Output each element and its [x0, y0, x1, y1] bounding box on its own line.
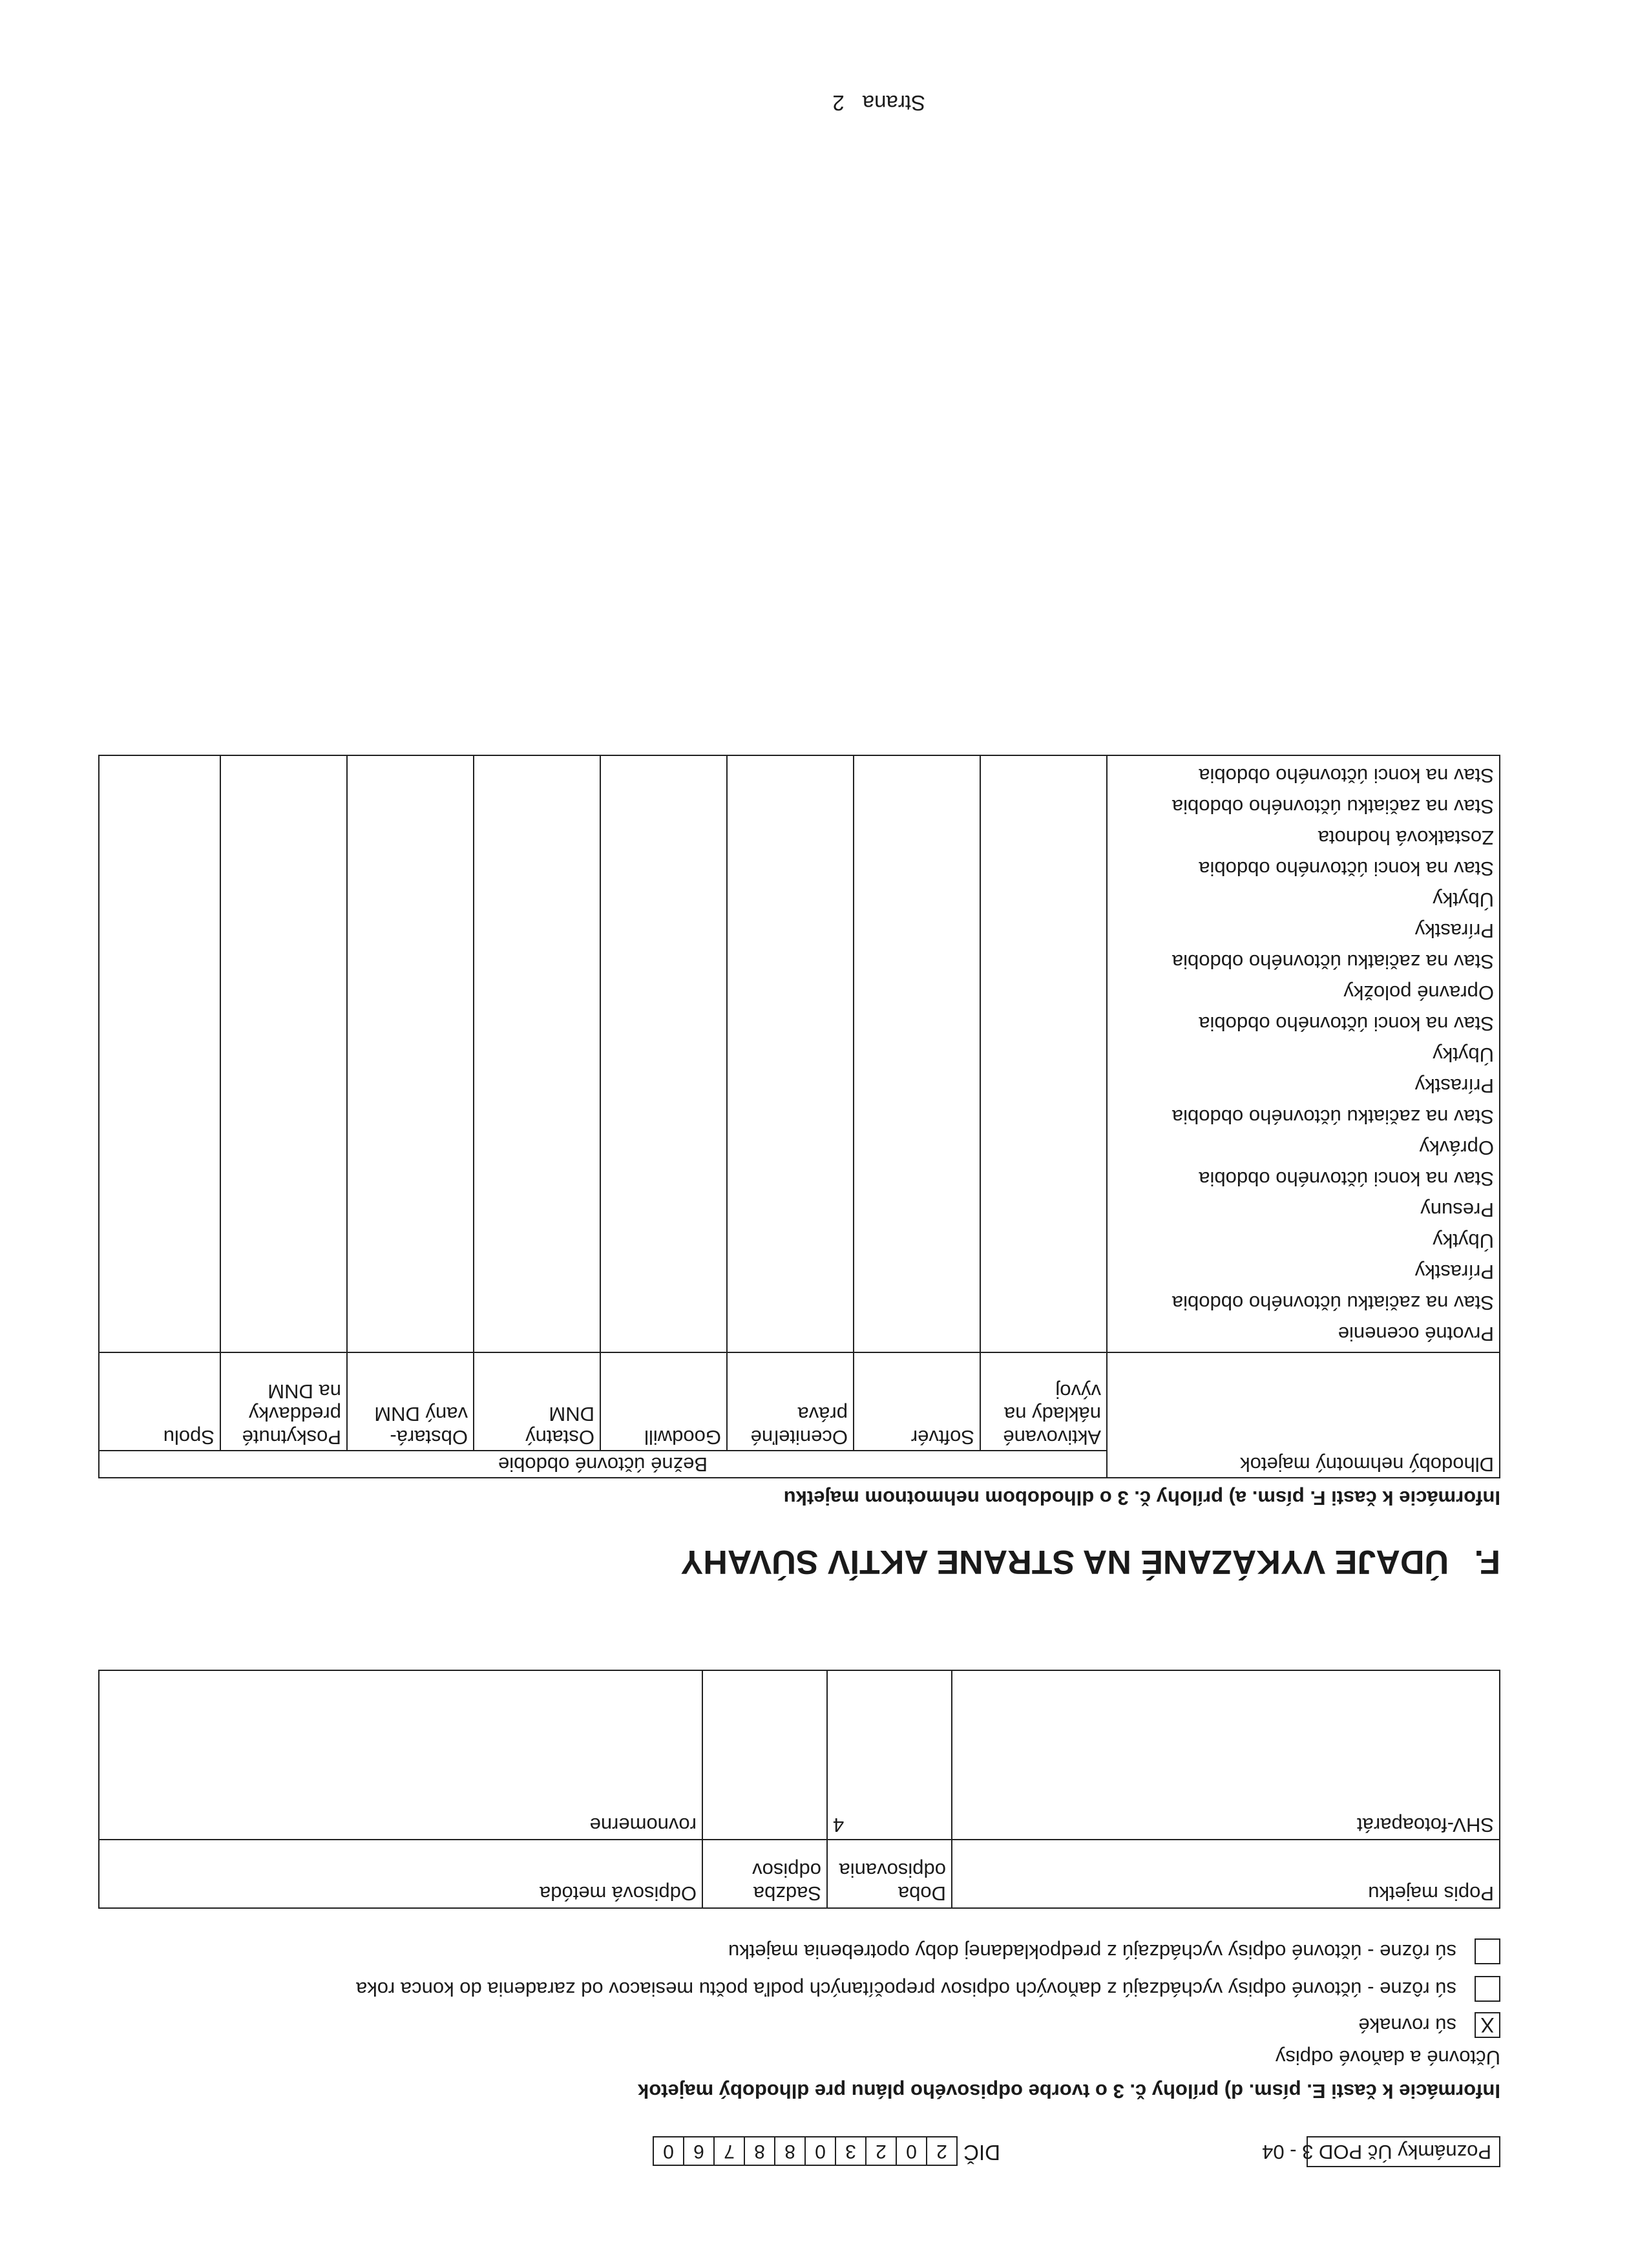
dic-digit: 8 — [744, 2137, 774, 2165]
row-label: Stav na konci účtovného obdobia — [1199, 1013, 1494, 1035]
row-label: Stav na začiatku účtovného obdobia — [1171, 950, 1494, 973]
page-number-value: 2 — [832, 91, 845, 115]
row-label: Úbytky — [1433, 1230, 1494, 1252]
label-header: Dlhodobý nehmotný majetok — [1107, 1352, 1500, 1478]
value-column-cell — [727, 755, 854, 1352]
option-label: sú rôzne - účtovné odpisy vychádzajú z predpokladanej doby opotrebenia majetku — [728, 1940, 1456, 1963]
option-checkbox[interactable]: X — [1475, 2012, 1500, 2038]
column-header: Popis majetku — [952, 1840, 1500, 1908]
column-header: Obstará-vaný DNM — [347, 1352, 474, 1451]
option-checkbox[interactable] — [1475, 1938, 1500, 1964]
page-label: Strana — [862, 91, 925, 115]
value-column-cell — [980, 755, 1107, 1352]
column-header: Doba odpisovania — [827, 1840, 952, 1908]
dic-digit: 0 — [896, 2137, 926, 2165]
option-row — [356, 1976, 1500, 2002]
dic-digit: 2 — [926, 2137, 956, 2165]
rate-cell — [702, 1670, 827, 1840]
row-label: Úbytky — [1433, 1044, 1494, 1066]
option-label: sú rôzne - účtovné odpisy vychádzajú z daňových odpisov prepočítaných podľa počtu mesiacov od zaradenia do konca roka — [355, 1977, 1456, 2000]
row-label: Oprávky — [1419, 1137, 1494, 1159]
option-row — [1358, 2012, 1500, 2038]
option-row — [728, 1938, 1500, 1964]
row-label: Prírastky — [1414, 919, 1494, 942]
column-header: Aktivované náklady na vývoj — [980, 1352, 1107, 1451]
row-label: Presuny — [1420, 1199, 1494, 1221]
dic-digit: 3 — [835, 2137, 865, 2165]
table-header-row — [99, 1451, 1500, 1478]
column-header: Poskytnuté preddavky na DNM — [220, 1352, 347, 1451]
table-header-row — [99, 1840, 1500, 1908]
method-cell: rovnomerne — [99, 1670, 702, 1840]
row-label: Stav na konci účtovného obdobia — [1199, 764, 1494, 787]
intangible-assets-table — [98, 755, 1500, 1478]
row-label: Úbytky — [1433, 888, 1494, 911]
section-f-info: Informácie k časti F. písm. a) prílohy č. 3 o dlhodobom nehmotnom majetku — [783, 1487, 1500, 1509]
form-id-box — [1262, 2136, 1500, 2167]
value-column-cell — [347, 755, 474, 1352]
column-header: Sadzba odpisov — [702, 1840, 827, 1908]
row-label: Prvotné ocenenie — [1338, 1323, 1494, 1345]
table-row — [99, 1670, 1500, 1840]
column-header: Odpisová metóda — [99, 1840, 702, 1908]
row-label: Stav na konci účtovného obdobia — [1199, 1168, 1494, 1190]
period-header: Bežné účtovné obdobie — [99, 1451, 1107, 1478]
row-label: Prírastky — [1414, 1261, 1494, 1283]
row-labels — [1107, 755, 1500, 1352]
dic-digit: 6 — [683, 2137, 713, 2165]
period-cell: 4 — [827, 1670, 952, 1840]
dic-digit: 8 — [774, 2137, 804, 2165]
row-label: Stav na začiatku účtovného obdobia — [1171, 1106, 1494, 1128]
value-column-cell — [600, 755, 727, 1352]
section-e-heading: Informácie k časti E. písm. d) prílohy č. 3 o tvorbe odpisového plánu pre dlhodobý majetok — [638, 2080, 1500, 2103]
row-label: Opravné položky — [1343, 982, 1494, 1004]
section-f-letter: F. — [1474, 1543, 1500, 1580]
value-column-cell — [99, 755, 220, 1352]
column-header: Goodwill — [600, 1352, 727, 1451]
page-number — [832, 90, 925, 115]
value-column-cell — [854, 755, 980, 1352]
dic-digit-boxes — [653, 2136, 958, 2166]
value-column-cell — [220, 755, 347, 1352]
asset-description-cell: SHV-fotoaparát — [952, 1670, 1500, 1840]
row-label: Zostatková hodnota — [1318, 826, 1494, 849]
column-header: Softvér — [854, 1352, 980, 1451]
dic-digit: 2 — [865, 2137, 896, 2165]
option-label: sú rovnaké — [1358, 2013, 1456, 2037]
column-header: Spolu — [99, 1352, 220, 1451]
section-e-subheading: Účtovné a daňové odpisy — [1275, 2046, 1500, 2069]
row-label: Stav na začiatku účtovného obdobia — [1171, 795, 1494, 818]
depreciation-plan-table — [98, 1670, 1500, 1909]
row-label: Stav na začiatku účtovného obdobia — [1171, 1292, 1494, 1314]
value-column-cell — [474, 755, 600, 1352]
section-f-title: ÚDAJE VYKÁZANÉ NA STRANE AKTÍV SÚVAHY — [680, 1543, 1449, 1580]
option-checkbox[interactable] — [1475, 1976, 1500, 2002]
section-f-heading — [681, 1542, 1500, 1581]
dic-digit: 0 — [663, 2141, 674, 2162]
form-id-text: Poznámky Úč POD 3 - 04 — [1262, 2140, 1491, 2163]
column-header: Ostatný DNM — [474, 1352, 600, 1451]
row-label: Prírastky — [1414, 1075, 1494, 1097]
dic-digit: 0 — [804, 2137, 835, 2165]
dic-digit: 7 — [713, 2137, 744, 2165]
dic-label: DIČ — [963, 2141, 1000, 2165]
column-header: Oceniteľné práva — [727, 1352, 854, 1451]
row-label: Stav na konci účtovného obdobia — [1199, 857, 1494, 880]
table-body-row — [99, 755, 1500, 1352]
